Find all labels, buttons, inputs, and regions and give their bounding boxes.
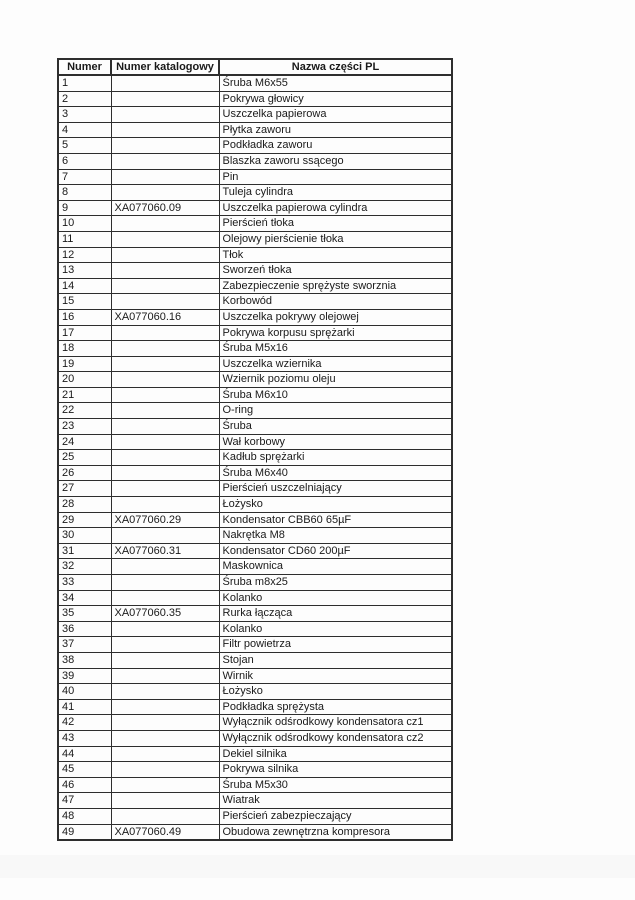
numer-cell: 25 (58, 450, 111, 466)
numer-katalogowy-cell (111, 481, 219, 497)
numer-cell: 10 (58, 216, 111, 232)
numer-cell: 38 (58, 652, 111, 668)
numer-cell: 4 (58, 122, 111, 138)
nazwa-czesci-cell: Wyłącznik odśrodkowy kondensatora cz1 (219, 715, 452, 731)
table-row (58, 91, 452, 107)
numer-katalogowy-cell (111, 793, 219, 809)
nazwa-czesci-cell: Podkładka sprężysta (219, 699, 452, 715)
numer-katalogowy-cell (111, 403, 219, 419)
numer-katalogowy-cell (111, 777, 219, 793)
nazwa-czesci-cell: Kondensator CD60 200µF (219, 543, 452, 559)
numer-cell: 14 (58, 278, 111, 294)
numer-katalogowy-cell (111, 231, 219, 247)
nazwa-czesci-cell: Pierścień zabezpieczający (219, 808, 452, 824)
numer-katalogowy-cell: XA077060.49 (111, 824, 219, 840)
table-row (58, 247, 452, 263)
numer-katalogowy-cell (111, 434, 219, 450)
numer-cell: 44 (58, 746, 111, 762)
table-row (58, 497, 452, 513)
nazwa-czesci-cell: Śruba M6x55 (219, 75, 452, 91)
numer-cell: 29 (58, 512, 111, 528)
nazwa-czesci-cell: Podkładka zaworu (219, 138, 452, 154)
table-row (58, 419, 452, 435)
numer-cell: 6 (58, 153, 111, 169)
nazwa-czesci-cell: Nakrętka M8 (219, 528, 452, 544)
nazwa-czesci-cell: Pierścień uszczelniający (219, 481, 452, 497)
numer-cell: 8 (58, 185, 111, 201)
table-row (58, 606, 452, 622)
numer-cell: 15 (58, 294, 111, 310)
table-row (58, 153, 452, 169)
numer-katalogowy-cell (111, 278, 219, 294)
numer-katalogowy-cell (111, 387, 219, 403)
numer-katalogowy-cell (111, 497, 219, 513)
table-row (58, 699, 452, 715)
table-row (58, 590, 452, 606)
nazwa-czesci-cell: Wiatrak (219, 793, 452, 809)
numer-katalogowy-cell (111, 746, 219, 762)
numer-cell: 24 (58, 434, 111, 450)
numer-cell: 17 (58, 325, 111, 341)
numer-cell: 3 (58, 107, 111, 123)
numer-cell: 36 (58, 621, 111, 637)
nazwa-czesci-cell: Śruba M5x16 (219, 341, 452, 357)
table-row (58, 372, 452, 388)
table-row (58, 808, 452, 824)
nazwa-czesci-cell: Wirnik (219, 668, 452, 684)
column-header-numer: Numer (58, 59, 111, 75)
table-row (58, 200, 452, 216)
numer-katalogowy-cell (111, 356, 219, 372)
nazwa-czesci-cell: Wziernik poziomu oleju (219, 372, 452, 388)
numer-katalogowy-cell (111, 75, 219, 91)
table-row (58, 138, 452, 154)
nazwa-czesci-cell: Śruba (219, 419, 452, 435)
nazwa-czesci-cell: Filtr powietrza (219, 637, 452, 653)
nazwa-czesci-cell: Wyłącznik odśrodkowy kondensatora cz2 (219, 730, 452, 746)
numer-katalogowy-cell (111, 325, 219, 341)
nazwa-czesci-cell: Sworzeń tłoka (219, 263, 452, 279)
numer-katalogowy-cell: XA077060.29 (111, 512, 219, 528)
nazwa-czesci-cell: Uszczelka papierowa (219, 107, 452, 123)
table-row (58, 434, 452, 450)
table-row (58, 465, 452, 481)
numer-cell: 45 (58, 762, 111, 778)
nazwa-czesci-cell: Śruba m8x25 (219, 575, 452, 591)
nazwa-czesci-cell: Uszczelka pokrywy olejowej (219, 309, 452, 325)
numer-cell: 31 (58, 543, 111, 559)
nazwa-czesci-cell: Uszczelka wziernika (219, 356, 452, 372)
numer-katalogowy-cell (111, 153, 219, 169)
table-row (58, 309, 452, 325)
table-row (58, 793, 452, 809)
table-row (58, 481, 452, 497)
table-row (58, 777, 452, 793)
numer-katalogowy-cell: XA077060.35 (111, 606, 219, 622)
numer-katalogowy-cell (111, 450, 219, 466)
page-bottom-shade (0, 855, 635, 878)
table-row (58, 637, 452, 653)
numer-katalogowy-cell (111, 216, 219, 232)
numer-katalogowy-cell (111, 699, 219, 715)
table-row (58, 652, 452, 668)
nazwa-czesci-cell: Łożysko (219, 497, 452, 513)
table-body (58, 75, 452, 840)
nazwa-czesci-cell: Śruba M6x40 (219, 465, 452, 481)
numer-katalogowy-cell (111, 465, 219, 481)
numer-katalogowy-cell (111, 372, 219, 388)
numer-cell: 32 (58, 559, 111, 575)
table-row (58, 75, 452, 91)
table-row (58, 122, 452, 138)
numer-cell: 42 (58, 715, 111, 731)
numer-cell: 19 (58, 356, 111, 372)
table-row (58, 715, 452, 731)
numer-cell: 35 (58, 606, 111, 622)
nazwa-czesci-cell: Wał korbowy (219, 434, 452, 450)
numer-katalogowy-cell (111, 637, 219, 653)
nazwa-czesci-cell: Pokrywa silnika (219, 762, 452, 778)
numer-cell: 30 (58, 528, 111, 544)
numer-katalogowy-cell (111, 559, 219, 575)
numer-cell: 5 (58, 138, 111, 154)
numer-cell: 39 (58, 668, 111, 684)
numer-cell: 13 (58, 263, 111, 279)
numer-cell: 27 (58, 481, 111, 497)
numer-katalogowy-cell (111, 621, 219, 637)
nazwa-czesci-cell: Pokrywa głowicy (219, 91, 452, 107)
numer-cell: 37 (58, 637, 111, 653)
nazwa-czesci-cell: Obudowa zewnętrzna kompresora (219, 824, 452, 840)
numer-cell: 49 (58, 824, 111, 840)
numer-katalogowy-cell (111, 107, 219, 123)
table-row (58, 356, 452, 372)
nazwa-czesci-cell: Łożysko (219, 684, 452, 700)
numer-cell: 33 (58, 575, 111, 591)
nazwa-czesci-cell: Pokrywa korpusu sprężarki (219, 325, 452, 341)
numer-cell: 9 (58, 200, 111, 216)
table-row (58, 621, 452, 637)
numer-cell: 23 (58, 419, 111, 435)
numer-katalogowy-cell (111, 575, 219, 591)
numer-cell: 16 (58, 309, 111, 325)
numer-cell: 48 (58, 808, 111, 824)
nazwa-czesci-cell: Maskownica (219, 559, 452, 575)
nazwa-czesci-cell: Kadłub sprężarki (219, 450, 452, 466)
nazwa-czesci-cell: Pierścień tłoka (219, 216, 452, 232)
table-header-row (58, 59, 452, 75)
numer-cell: 1 (58, 75, 111, 91)
numer-katalogowy-cell (111, 730, 219, 746)
table-row (58, 528, 452, 544)
table-row (58, 216, 452, 232)
table-row (58, 169, 452, 185)
nazwa-czesci-cell: Tłok (219, 247, 452, 263)
nazwa-czesci-cell: Stojan (219, 652, 452, 668)
numer-katalogowy-cell (111, 138, 219, 154)
numer-cell: 34 (58, 590, 111, 606)
table-row (58, 730, 452, 746)
numer-cell: 43 (58, 730, 111, 746)
table-row (58, 185, 452, 201)
nazwa-czesci-cell: Kondensator CBB60 65µF (219, 512, 452, 528)
table-row (58, 512, 452, 528)
numer-cell: 47 (58, 793, 111, 809)
numer-katalogowy-cell (111, 169, 219, 185)
numer-cell: 41 (58, 699, 111, 715)
nazwa-czesci-cell: Tuleja cylindra (219, 185, 452, 201)
table-row (58, 668, 452, 684)
numer-katalogowy-cell (111, 91, 219, 107)
column-header-numer-katalogowy: Numer katalogowy (111, 59, 219, 75)
numer-katalogowy-cell: XA077060.09 (111, 200, 219, 216)
nazwa-czesci-cell: Śruba M5x30 (219, 777, 452, 793)
numer-cell: 21 (58, 387, 111, 403)
table-row (58, 559, 452, 575)
nazwa-czesci-cell: Kolanko (219, 590, 452, 606)
table-row (58, 684, 452, 700)
numer-katalogowy-cell (111, 294, 219, 310)
nazwa-czesci-cell: Kolanko (219, 621, 452, 637)
nazwa-czesci-cell: Zabezpieczenie sprężyste sworznia (219, 278, 452, 294)
numer-cell: 7 (58, 169, 111, 185)
table-row (58, 824, 452, 840)
numer-katalogowy-cell: XA077060.31 (111, 543, 219, 559)
numer-katalogowy-cell (111, 263, 219, 279)
table-row (58, 762, 452, 778)
table-row (58, 543, 452, 559)
nazwa-czesci-cell: O-ring (219, 403, 452, 419)
nazwa-czesci-cell: Rurka łącząca (219, 606, 452, 622)
table-row (58, 746, 452, 762)
nazwa-czesci-cell: Blaszka zaworu ssącego (219, 153, 452, 169)
parts-table (57, 58, 453, 841)
numer-katalogowy-cell (111, 808, 219, 824)
numer-cell: 22 (58, 403, 111, 419)
table-row (58, 231, 452, 247)
numer-katalogowy-cell (111, 247, 219, 263)
table-row (58, 278, 452, 294)
nazwa-czesci-cell: Dekiel silnika (219, 746, 452, 762)
numer-cell: 28 (58, 497, 111, 513)
nazwa-czesci-cell: Korbowód (219, 294, 452, 310)
numer-katalogowy-cell (111, 762, 219, 778)
numer-cell: 11 (58, 231, 111, 247)
numer-cell: 46 (58, 777, 111, 793)
table-row (58, 387, 452, 403)
numer-katalogowy-cell (111, 528, 219, 544)
numer-katalogowy-cell (111, 341, 219, 357)
table-row (58, 107, 452, 123)
numer-katalogowy-cell: XA077060.16 (111, 309, 219, 325)
numer-katalogowy-cell (111, 652, 219, 668)
numer-cell: 40 (58, 684, 111, 700)
nazwa-czesci-cell: Śruba M6x10 (219, 387, 452, 403)
table-row (58, 450, 452, 466)
numer-katalogowy-cell (111, 684, 219, 700)
table-row (58, 263, 452, 279)
column-header-nazwa-czesci-pl: Nazwa części PL (219, 59, 452, 75)
numer-katalogowy-cell (111, 668, 219, 684)
numer-cell: 2 (58, 91, 111, 107)
nazwa-czesci-cell: Uszczelka papierowa cylindra (219, 200, 452, 216)
numer-cell: 18 (58, 341, 111, 357)
numer-katalogowy-cell (111, 419, 219, 435)
table-row (58, 575, 452, 591)
numer-cell: 12 (58, 247, 111, 263)
numer-cell: 20 (58, 372, 111, 388)
nazwa-czesci-cell: Płytka zaworu (219, 122, 452, 138)
numer-katalogowy-cell (111, 590, 219, 606)
numer-katalogowy-cell (111, 185, 219, 201)
numer-katalogowy-cell (111, 715, 219, 731)
table-row (58, 294, 452, 310)
nazwa-czesci-cell: Pin (219, 169, 452, 185)
numer-katalogowy-cell (111, 122, 219, 138)
nazwa-czesci-cell: Olejowy pierścienie tłoka (219, 231, 452, 247)
table-row (58, 341, 452, 357)
numer-cell: 26 (58, 465, 111, 481)
table-row (58, 403, 452, 419)
table-row (58, 325, 452, 341)
